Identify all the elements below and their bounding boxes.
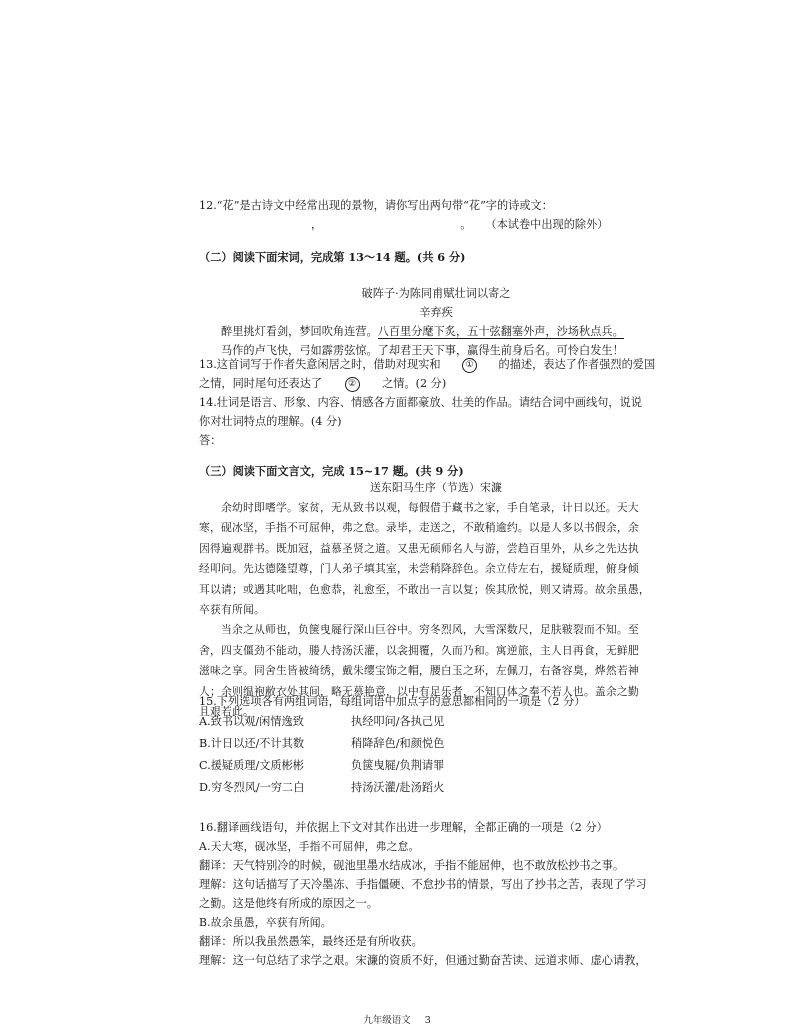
p1-line: 经叩问。先达德隆望尊，门人弟子填其室，未尝稍降辞色。余立侍左右，援疑质理，俯身倾 (199, 562, 639, 576)
q15-option-b-left: B.计日以还/不计其数 (199, 737, 305, 750)
p1-line: 寒，砚冰坚，手指不可屈伸，弗之怠。录毕，走送之，不敢稍逾约。以是人多以书假余，余 (199, 521, 639, 535)
q12-period: 。 (460, 218, 472, 231)
p1-line: 卒获有所闻。 (199, 602, 265, 616)
q12-comma: ， (311, 218, 323, 231)
p2-line: 且艰若此。 (199, 704, 254, 718)
p2-line: 人；余则缊袍敝衣处其间，略无慕艳意，以中有足乐者，不知口体之奉不若人也。盖余之勤 (199, 684, 639, 698)
poem-line-1-plain: 醉里挑灯看剑，梦回吹角连营。 (221, 325, 378, 338)
q13-blank-2[interactable] (322, 374, 382, 393)
questions-13-14 (199, 355, 673, 450)
q12-blank-1[interactable] (199, 215, 311, 234)
poem-line-1-underlined: 八百里分麾下炙，五十弦翻塞外声，沙场秋点兵。 (377, 325, 624, 338)
section2-heading: （二）阅读下面宋词，完成第 13～14 题。(共 6 分) (199, 250, 466, 264)
poem-line-1 (199, 322, 673, 341)
q14-answer (199, 431, 673, 450)
q15-option-c[interactable] (199, 755, 673, 777)
q15-option-b-right: 稍降辞色/和颜悦色 (351, 737, 445, 750)
p2-line: 舍，四支僵劲不能动，媵人持汤沃灌，以衾拥覆，久而乃和。寓逆旅，主人日再食，无鲜肥 (199, 643, 639, 657)
p1-line: 余幼时即嗜学。家贫，无从致书以观，每假借于藏书之家，手自笔录，计日以还。天大 (221, 501, 639, 514)
q16-b-translation: 翻译：所以我虽然愚笨，最终还是有所收获。 (199, 935, 423, 948)
q13-text-b: 的描述，表达了作者强烈的爱国 (498, 358, 656, 371)
q15-option-b[interactable] (199, 733, 673, 755)
q16-a-translation: 翻译：天气特别冷的时候，砚池里墨水结成冰，手指不能屈伸，也不敢放松抄书之事。 (199, 859, 625, 872)
poem-title: 破阵子·为陈同甫赋壮词以寄之 (361, 287, 511, 300)
page-footer (0, 1015, 794, 1027)
p2-line: 滋味之享。同舍生皆被绮绣，戴朱缨宝饰之帽，腰白玉之环，左佩刀，右备容臭，烨然若神 (199, 664, 639, 678)
q13-line-2 (199, 374, 673, 393)
q12-stem: 12.“花”是古诗文中经常出现的景物，请你写出两句带“花”字的诗或文： (199, 199, 553, 212)
question-16 (199, 818, 673, 970)
p1-line: 耳以请；或遇其叱咄，色愈恭，礼愈至，不敢出一言以复；俟其欣悦，则又请焉。故余虽愚， (199, 582, 650, 596)
circled-one-icon: ① (462, 358, 477, 373)
q13-text-c: 之情，同时尾句还表达了 (199, 377, 323, 390)
page-number: 3 (424, 1015, 431, 1026)
q16-a-understanding-cont: 之勤。这是他终有所成的原因之一。 (199, 897, 379, 910)
q16-option-a[interactable]: A.天大寒，砚冰坚，手指不可屈伸，弗之怠。 (199, 840, 420, 853)
classical-text (199, 478, 673, 722)
q16-option-b[interactable]: B.故余虽愚，卒获有所闻。 (199, 916, 332, 929)
q15-option-a-left: A.致书以观/闲情逸致 (199, 715, 304, 728)
circled-two-icon: ② (345, 377, 360, 392)
q14-line-1: 14.壮词是语言、形象、内容、情感各方面都豪放、壮美的作品。请结合词中画线句，说说 (199, 396, 642, 409)
footer-subject: 九年级语文 (363, 1015, 411, 1026)
q16-stem: 16.翻译画线语句，并依据上下文对其作出进一步理解，全都正确的一项是（2 分） (199, 821, 608, 834)
text-paragraph-1 (199, 498, 673, 620)
q15-stem: 15.下列选项各有两组词语，每组词语中加点字的意思都相同的一项是（2 分） (199, 695, 586, 708)
q14-line-2: 你对壮词特点的理解。(4 分) (199, 415, 342, 428)
q14-answer-blank[interactable] (221, 431, 257, 450)
q15-option-a-right: 执经叩问/各执己见 (351, 715, 445, 728)
question-12 (199, 196, 673, 234)
q13-line-1 (199, 355, 673, 374)
q15-option-c-right: 负箧曳屣/负荆请罪 (351, 759, 445, 772)
q12-blank-2[interactable] (322, 215, 460, 234)
poem (199, 284, 673, 360)
answer-label: 答： (199, 434, 222, 447)
question-15 (199, 692, 673, 799)
q13-blank-1[interactable] (441, 355, 499, 374)
q13-text-d: 之情。(2 分) (382, 377, 447, 390)
q15-option-d-left: D.穷冬烈风/一穷二白 (199, 781, 305, 794)
q16-b-understanding: 理解：这一句总结了求学之艰。宋濂的资质不好，但通过勤奋苦读、远道求师、虚心请教， (199, 954, 647, 967)
p1-line: 因得遍观群书。既加冠，益慕圣贤之道。又患无硕师名人与游，尝趋百里外，从乡之先达执 (199, 541, 639, 555)
q16-a-understanding: 理解：这句话描写了天冷墨冻、手指僵硬、不怠抄书的情景，写出了抄书之苦，表现了学习 (199, 878, 647, 891)
poem-author: 辛弃疾 (419, 306, 453, 319)
text-title: 送东阳马生序（节选）宋濂 (370, 481, 502, 494)
p2-line: 当余之从师也，负箧曳屣行深山巨谷中。穷冬烈风，大雪深数尺，足肤皲裂而不知。至 (221, 623, 639, 637)
q15-option-c-left: C.援疑质理/文质彬彬 (199, 759, 304, 772)
q12-note: （本试卷中出现的除外） (485, 218, 609, 231)
section3-heading: （三）阅读下面文言文，完成 15~17 题。(共 9 分) (199, 464, 464, 478)
q13-text-a: 13.这首词写于作者失意闲居之时，借助对现实和 (199, 358, 441, 371)
q12-answer-line (199, 215, 673, 234)
q15-option-a[interactable] (199, 711, 673, 733)
q15-option-d[interactable] (199, 777, 673, 799)
poem-line-2: 马作的卢飞快，弓如霹雳弦惊。了却君王天下事，赢得生前身后名。可怜白发生！ (221, 344, 624, 357)
q12-blank-tail (471, 215, 485, 234)
q15-option-d-right: 持汤沃灌/赴汤蹈火 (351, 781, 445, 794)
